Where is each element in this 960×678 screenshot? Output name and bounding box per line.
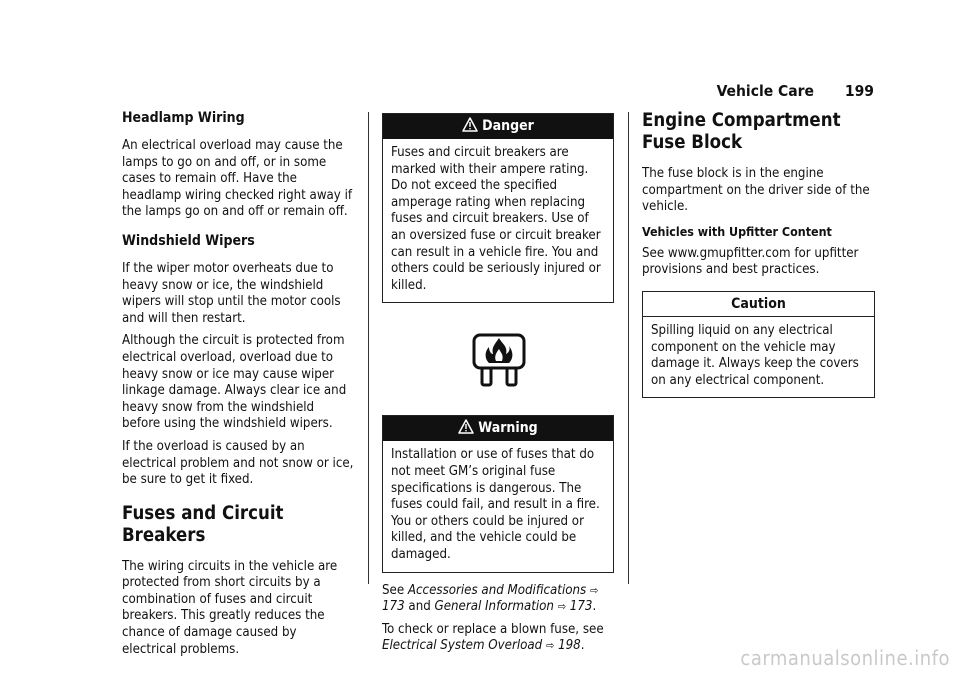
page-ref-173-a[interactable]: 173 bbox=[382, 599, 405, 615]
engine-fuse-block-heading: Engine Compartment Fuse Block bbox=[642, 110, 841, 153]
warning-box bbox=[382, 415, 614, 572]
link-general-information[interactable]: General Information bbox=[434, 599, 554, 615]
page-ref-198[interactable]: 198 bbox=[558, 638, 581, 654]
danger-header bbox=[383, 114, 613, 139]
warning-triangle-icon bbox=[462, 117, 478, 132]
upfitter-heading: Vehicles with Upfitter Content bbox=[642, 223, 832, 239]
page-header bbox=[717, 82, 874, 100]
warning-label: Warning bbox=[478, 420, 538, 437]
column-middle bbox=[382, 113, 614, 661]
fuses-heading: Fuses and Circuit Breakers bbox=[122, 502, 284, 546]
column-left bbox=[122, 110, 354, 664]
column-divider-1 bbox=[368, 112, 369, 584]
windshield-wipers-heading: Windshield Wipers bbox=[122, 232, 255, 249]
headlamp-paragraph: An electrical overload may cause the lamps to go on and off, or in some cases to remain off. Have the headlamp wiring checked right away if the lamps go on and off or remain off. bbox=[122, 138, 353, 220]
column-divider-2 bbox=[628, 112, 629, 584]
engine-fuse-paragraph: The fuse block is in the engine compartment on the driver side of the vehicle. bbox=[642, 166, 870, 215]
caution-body: Spilling liquid on any electrical component on the vehicle may damage it. Always keep the covers on any electrical component. bbox=[651, 322, 859, 388]
wipers-paragraph-2: Although the circuit is protected from electrical overload, overload due to heavy snow or ice may cause wiper linkage damage. Always clear ice and heavy snow from the windshield before using the windshield wipers. bbox=[122, 333, 347, 432]
column-right bbox=[642, 110, 875, 398]
warning-triangle-icon bbox=[458, 419, 474, 434]
page-ref-173-b[interactable]: 173 bbox=[569, 599, 593, 615]
danger-body: Fuses and circuit breakers are marked with their ampere rating. Do not exceed the specified amperage rating when replacing fuses and circuit breakers. Use of an oversized fuse or circuit breaker can result in a vehicle fire. You and others could be seriously injured or killed. bbox=[391, 145, 601, 293]
caution-box bbox=[642, 291, 875, 398]
headlamp-wiring-heading: Headlamp Wiring bbox=[122, 110, 245, 126]
page-ref-arrow-icon: ⇨ bbox=[557, 600, 567, 614]
danger-box bbox=[382, 113, 614, 303]
page-ref-arrow-icon: ⇨ bbox=[590, 583, 599, 597]
page-number: 199 bbox=[844, 82, 874, 100]
link-electrical-system-overload[interactable]: Electrical System Overload bbox=[382, 638, 543, 654]
caution-header: Caution bbox=[643, 292, 874, 317]
fuses-paragraph: The wiring circuits in the vehicle are protected from short circuits by a combination of fuses and circuit breakers. This greatly reduces the chance of damage caused by electrical problems. bbox=[122, 558, 338, 657]
danger-label: Danger bbox=[482, 118, 534, 134]
see-also-paragraph: See Accessories and Modifications ⇨ 173 and General Information ⇨ 173. bbox=[382, 582, 599, 615]
upfitter-paragraph: See www.gmupfitter.com for upfitter provisions and best practices. bbox=[642, 245, 859, 278]
site-watermark: carmanualsonline.info bbox=[740, 646, 950, 670]
warning-body: Installation or use of fuses that do not meet GM’s original fuse specifications is dangerous. The fuses could fail, and result in a fire. You or others could be injured or killed, and the vehicle could be damaged. bbox=[391, 447, 600, 562]
check-fuse-paragraph: To check or replace a blown fuse, see Electrical System Overload ⇨ 198. bbox=[382, 621, 604, 654]
warning-header bbox=[383, 416, 613, 441]
wipers-paragraph-3: If the overload is caused by an electrical problem and not snow or ice, be sure to get it fixed. bbox=[122, 438, 354, 488]
page-ref-arrow-icon: ⇨ bbox=[545, 639, 555, 653]
wipers-paragraph-1: If the wiper motor overheats due to heavy snow or ice, the windshield wipers will stop until the motor cools and will then restart. bbox=[122, 260, 341, 326]
link-accessories-modifications[interactable]: Accessories and Modifications bbox=[407, 582, 587, 598]
section-title: Vehicle Care bbox=[716, 82, 815, 100]
fuse-fire-icon bbox=[472, 333, 526, 389]
